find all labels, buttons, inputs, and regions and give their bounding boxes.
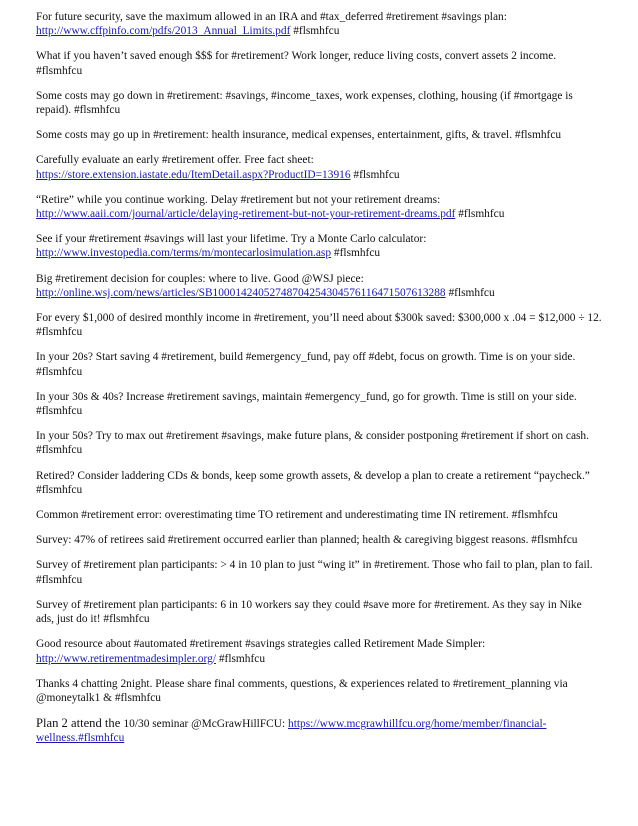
paragraph-link[interactable]: http://online.wsj.com/news/articles/SB10001424052748704254304576116471507613288 [36,286,446,299]
paragraph-link[interactable]: http://www.retirementmadesimpler.org/ [36,652,216,665]
paragraph-text: Good resource about #automated #retirement #savings strategies called Retirement Made Simpler: [36,638,486,651]
tweet-paragraph [36,558,602,586]
paragraph-lead-text: Plan 2 attend the [36,716,124,731]
paragraph-text: Common #retirement error: overestimating time TO retirement and underestimating time IN retirement. #flsmhfcu [36,509,558,522]
paragraph-text: In your 30s & 40s? Increase #retirement savings, maintain #emergency_fund, go for growth. Time is still on your side. #flsmhfcu [36,390,577,418]
paragraph-hashtag: #flsmhfcu [290,25,340,38]
tweet-paragraph [36,272,602,300]
paragraph-text: Some costs may go up in #retirement: health insurance, medical expenses, entertainment, gifts, & travel. #flsmhfcu [36,129,562,142]
paragraph-link[interactable]: https://www.mcgrawhillfcu.org/home/member/financial-wellness.#flsmhfcu [36,718,547,745]
tweet-paragraph [36,598,602,626]
paragraph-text: Survey of #retirement plan participants: > 4 in 10 plan to just “wing it” in #retirement. Those who fail to plan, plan to fail. #flsmhfcu [36,559,593,586]
tweet-paragraph [36,677,602,705]
tweet-paragraph [36,89,602,117]
paragraph-text: Thanks 4 chatting 2night. Please share final comments, questions, & experiences related to #retirement_planning via @moneytalk1 & #flsmhfcu [36,677,568,704]
paragraph-text: See if your #retirement #savings will last your lifetime. Try a Monte Carlo calculator: [36,233,427,246]
paragraph-text: Big #retirement decision for couples: where to live. Good @WSJ piece: [36,272,364,285]
tweet-paragraph [36,716,602,745]
paragraph-text: In your 50s? Try to max out #retirement #savings, make future plans, & consider postponing #retirement if short on cash. #flsmhfcu [36,430,589,457]
paragraph-link[interactable]: https://store.extension.iastate.edu/ItemDetail.aspx?ProductID=13916 [36,168,351,181]
tweet-paragraph [36,311,602,339]
paragraph-link[interactable]: http://www.aaii.com/journal/article/delaying-retirement-but-not-your-retirement-dreams.pdf [36,208,456,221]
tweet-paragraph [36,429,602,457]
paragraph-text: Some costs may go down in #retirement: #savings, #income_taxes, work expenses, clothing, housing (if #mortgage is repaid). #flsmhfcu [36,89,573,117]
paragraph-text: “Retire” while you continue working. Delay #retirement but not your retirement dreams: [36,193,441,206]
tweet-paragraph [36,508,602,522]
paragraph-text: For every $1,000 of desired monthly income in #retirement, you’ll need about $300k saved: $300,000 x .04 = $12,000 ÷ 12. #flsmhfcu [36,312,602,339]
tweet-paragraph [36,10,602,38]
paragraph-text: In your 20s? Start saving 4 #retirement, build #emergency_fund, pay off #debt, focus on growth. Time is on your side. #flsmhfcu [36,351,576,378]
paragraph-hashtag: #flsmhfcu [445,286,495,299]
tweet-paragraph [36,390,602,418]
paragraph-text: Retired? Consider laddering CDs & bonds, keep some growth assets, & develop a plan to create a retirement “paycheck.” #flsmhfcu [36,469,590,496]
paragraph-hashtag: #flsmhfcu [331,247,381,260]
tweet-paragraph [36,49,602,77]
paragraph-text: For future security, save the maximum allowed in an IRA and #tax_deferred #retirement #savings plan: [36,11,507,23]
tweet-paragraph [36,128,602,142]
paragraph-hashtag: #flsmhfcu [455,208,505,221]
paragraph-text: Survey of #retirement plan participants: 6 in 10 workers say they could #save more for #retirement. As they say in Nike ads, just do it! #flsmhfcu [36,598,582,626]
paragraph-hashtag: #flsmhfcu [350,168,400,181]
tweet-paragraph [36,153,602,181]
paragraph-text: Carefully evaluate an early #retirement offer. Free fact sheet: [36,154,314,167]
paragraph-link[interactable]: http://www.cffpinfo.com/pdfs/2013_Annual_Limits.pdf [36,25,291,38]
paragraph-text: What if you haven’t saved enough $$$ for #retirement? Work longer, reduce living costs, convert assets 2 income. #flsmhfcu [36,50,557,77]
tweet-paragraph [36,637,602,665]
paragraph-hashtag: #flsmhfcu [216,652,266,665]
paragraph-link[interactable]: http://www.investopedia.com/terms/m/montecarlosimulation.asp [36,247,332,260]
paragraph-text: Survey: 47% of retirees said #retirement occurred earlier than planned; health & caregiving biggest reasons. #flsmhfcu [36,534,578,547]
paragraph-text: 10/30 seminar @McGrawHillFCU: [123,718,289,731]
tweet-paragraph [36,193,602,221]
tweet-paragraph [36,350,602,378]
tweet-paragraph [36,533,602,547]
tweet-paragraph [36,232,602,260]
document-body [36,10,602,746]
tweet-paragraph [36,469,602,497]
